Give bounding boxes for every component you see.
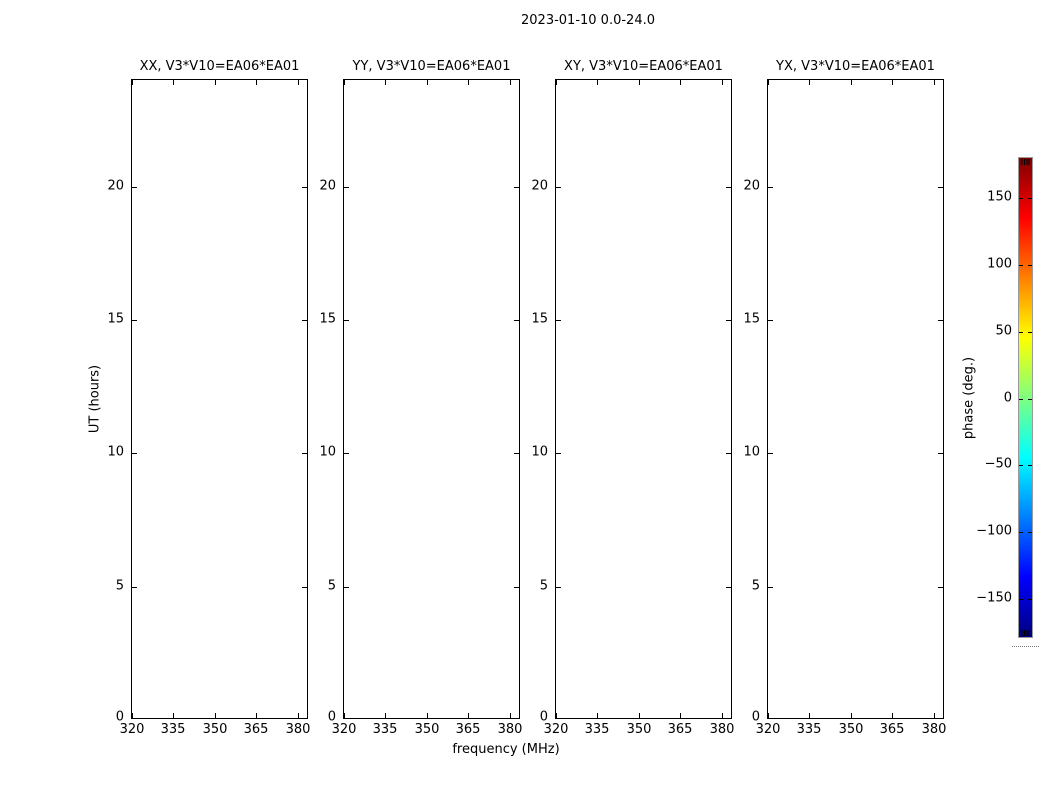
tick-mark [302, 587, 307, 588]
y-axis-label: UT (hours) [87, 364, 103, 434]
tick-mark [215, 80, 216, 85]
x-tick-label: 365 [667, 722, 693, 737]
tick-mark [726, 718, 731, 719]
panel-title: YY, V3*V10=EA06*EA01 [352, 59, 511, 74]
x-tick-label: 350 [626, 722, 652, 737]
x-tick-label: 335 [372, 722, 398, 737]
x-tick-label: 320 [543, 722, 569, 737]
tick-mark [302, 187, 307, 188]
x-tick-label: 380 [285, 722, 311, 737]
colorbar-tick-label: 150 [987, 189, 1012, 205]
x-tick-label: 380 [497, 722, 523, 737]
tick-mark [514, 320, 519, 321]
colorbar-tick-mark [1019, 399, 1023, 400]
tick-mark [510, 80, 511, 85]
tick-mark [768, 80, 769, 85]
tick-mark [256, 713, 257, 718]
y-tick-label: 20 [531, 178, 548, 194]
tick-mark [726, 587, 731, 588]
y-tick-label: 20 [319, 178, 336, 194]
tick-mark [427, 713, 428, 718]
x-tick-label: 380 [921, 722, 947, 737]
x-tick-label: 365 [455, 722, 481, 737]
tick-mark [639, 80, 640, 85]
colorbar-hatch-top [1021, 159, 1030, 165]
tick-mark [132, 718, 137, 719]
colorbar-tick-mark [1028, 599, 1032, 600]
colorbar-tick-mark [1028, 198, 1032, 199]
x-tick-label: 365 [879, 722, 905, 737]
tick-mark [514, 187, 519, 188]
tick-mark [938, 718, 943, 719]
tick-mark [468, 713, 469, 718]
tick-mark [938, 453, 943, 454]
colorbar-dotted-line [1012, 646, 1039, 647]
y-tick-label: 5 [327, 578, 336, 594]
tick-mark [514, 453, 519, 454]
y-tick-label: 0 [751, 709, 760, 725]
colorbar-tick-mark [1028, 532, 1032, 533]
tick-mark [132, 453, 137, 454]
tick-mark [132, 80, 133, 85]
colorbar-tick-mark [1028, 465, 1032, 466]
tick-mark [938, 587, 943, 588]
colorbar-gradient [1019, 158, 1032, 637]
colorbar [976, 157, 1033, 638]
y-tick-label: 10 [319, 444, 336, 460]
tick-mark [556, 80, 557, 85]
y-tick-label: 10 [531, 444, 548, 460]
colorbar-tick-mark [1019, 599, 1023, 600]
tick-mark [427, 80, 428, 85]
tick-mark [768, 320, 773, 321]
tick-mark [851, 80, 852, 85]
colorbar-tick-label: 100 [987, 256, 1012, 272]
tick-mark [132, 187, 137, 188]
x-tick-label: 320 [331, 722, 357, 737]
tick-mark [514, 718, 519, 719]
tick-mark [556, 587, 561, 588]
x-tick-label: 380 [709, 722, 735, 737]
colorbar-tick-mark [1019, 332, 1023, 333]
plot-panel-yx [743, 59, 947, 737]
tick-mark [726, 453, 731, 454]
tick-mark [556, 320, 561, 321]
x-tick-label: 350 [414, 722, 440, 737]
tick-mark [938, 320, 943, 321]
tick-mark [768, 718, 773, 719]
tick-mark [556, 453, 561, 454]
x-tick-label: 350 [838, 722, 864, 737]
tick-mark [468, 80, 469, 85]
tick-mark [726, 320, 731, 321]
tick-mark [768, 453, 773, 454]
plot-panel-xy [531, 59, 735, 737]
tick-mark [726, 187, 731, 188]
y-tick-label: 15 [107, 311, 124, 327]
tick-mark [722, 713, 723, 718]
colorbar-tick-label: 50 [995, 323, 1012, 339]
y-tick-label: 15 [531, 311, 548, 327]
tick-mark [556, 187, 561, 188]
colorbar-tick-mark [1019, 465, 1023, 466]
colorbar-tick-label: −100 [976, 523, 1012, 539]
tick-mark [132, 320, 137, 321]
tick-mark [514, 587, 519, 588]
y-tick-label: 0 [539, 709, 548, 725]
tick-mark [722, 80, 723, 85]
tick-mark [344, 320, 349, 321]
colorbar-tick-mark [1028, 265, 1032, 266]
x-tick-label: 335 [584, 722, 610, 737]
tick-mark [639, 713, 640, 718]
colorbar-tick-label: 0 [1003, 390, 1012, 406]
figure-suptitle: 2023-01-10 0.0-24.0 [521, 13, 655, 28]
colorbar-tick-label: −150 [976, 590, 1012, 606]
y-tick-label: 5 [539, 578, 548, 594]
y-tick-label: 5 [751, 578, 760, 594]
colorbar-tick-mark [1028, 332, 1032, 333]
tick-mark [344, 453, 349, 454]
tick-mark [892, 713, 893, 718]
tick-mark [597, 80, 598, 85]
tick-mark [768, 187, 773, 188]
tick-mark [344, 80, 345, 85]
y-tick-label: 10 [743, 444, 760, 460]
tick-mark [302, 453, 307, 454]
tick-mark [556, 718, 561, 719]
tick-mark [302, 320, 307, 321]
tick-mark [934, 80, 935, 85]
tick-mark [680, 80, 681, 85]
tick-mark [344, 587, 349, 588]
panel-title: YX, V3*V10=EA06*EA01 [776, 59, 935, 74]
tick-mark [344, 718, 349, 719]
tick-mark [298, 80, 299, 85]
tick-mark [385, 713, 386, 718]
plot-panel-yy [319, 59, 523, 737]
y-tick-label: 15 [743, 311, 760, 327]
tick-mark [934, 713, 935, 718]
tick-mark [344, 187, 349, 188]
tick-mark [173, 80, 174, 85]
x-tick-label: 320 [755, 722, 781, 737]
tick-mark [385, 80, 386, 85]
tick-mark [173, 713, 174, 718]
panel-title: XX, V3*V10=EA06*EA01 [139, 59, 300, 74]
y-tick-label: 15 [319, 311, 336, 327]
colorbar-label: phase (deg.) [961, 356, 977, 440]
x-tick-label: 335 [796, 722, 822, 737]
y-tick-label: 0 [327, 709, 336, 725]
colorbar-hatch-bottom [1021, 630, 1030, 636]
tick-mark [768, 587, 773, 588]
colorbar-tick-mark [1019, 265, 1023, 266]
panel-title: XY, V3*V10=EA06*EA01 [564, 59, 723, 74]
x-tick-label: 335 [160, 722, 186, 737]
tick-mark [256, 80, 257, 85]
x-tick-label: 350 [202, 722, 228, 737]
colorbar-tick-mark [1019, 198, 1023, 199]
tick-mark [510, 713, 511, 718]
tick-mark [938, 187, 943, 188]
y-tick-label: 10 [107, 444, 124, 460]
tick-mark [298, 713, 299, 718]
x-tick-label: 365 [243, 722, 269, 737]
colorbar-tick-label: −50 [984, 456, 1012, 472]
plot-panel-xx [107, 59, 311, 737]
colorbar-tick-mark [1028, 399, 1032, 400]
tick-mark [597, 713, 598, 718]
tick-mark [680, 713, 681, 718]
tick-mark [809, 80, 810, 85]
x-tick-label: 320 [119, 722, 145, 737]
tick-mark [892, 80, 893, 85]
tick-mark [215, 713, 216, 718]
tick-mark [851, 713, 852, 718]
x-axis-label: frequency (MHz) [452, 742, 560, 757]
colorbar-tick-mark [1019, 532, 1023, 533]
tick-mark [302, 718, 307, 719]
tick-mark [132, 587, 137, 588]
y-tick-label: 0 [115, 709, 124, 725]
y-tick-label: 5 [115, 578, 124, 594]
y-tick-label: 20 [107, 178, 124, 194]
tick-mark [809, 713, 810, 718]
y-tick-label: 20 [743, 178, 760, 194]
